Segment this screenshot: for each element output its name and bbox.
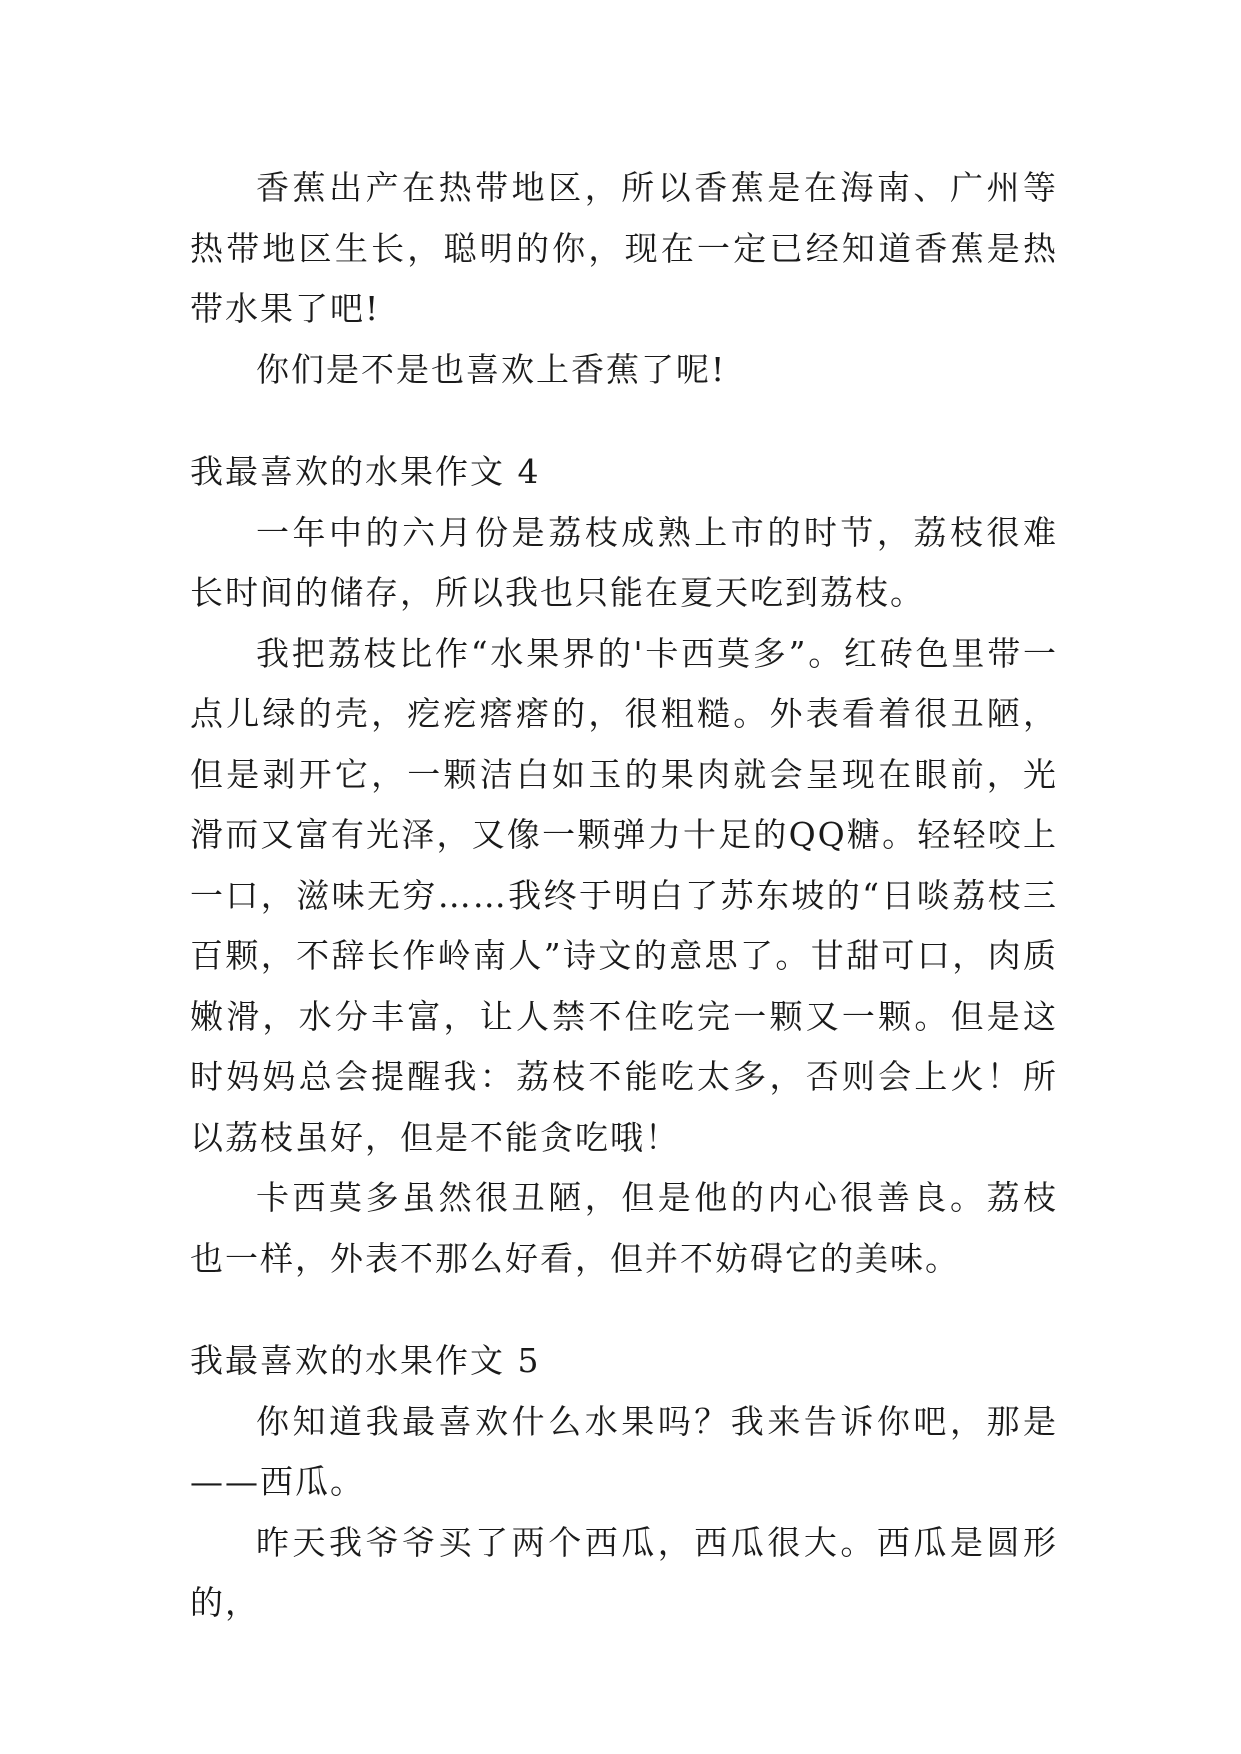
paragraph: 卡西莫多虽然很丑陋，但是他的内心很善良。荔枝也一样，外表不那么好看，但并不妨碍它的美味。 [190, 1178, 1058, 1278]
paragraph: 昨天我爷爷买了两个西瓜，西瓜很大。西瓜是圆形的， [190, 1522, 1058, 1622]
section-heading: 我最喜欢的水果作文 4 [190, 452, 541, 491]
paragraph: 我把荔枝比作“水果界的'卡西莫多”。红砖色里带一点儿绿的壳，疙疙瘩瘩的，很粗糙。外表看着很丑陋，但是剥开它，一颗洁白如玉的果肉就会呈现在眼前，光滑而又富有光泽，又像一颗弹力十足的QQ糖。轻轻咬上一口，滋味无穷……我终于明白了苏东坡的“日啖荔枝三百颗，不辞长作岭南人”诗文的意思了。甘甜可口，肉质嫩滑，水分丰富，让人禁不住吃完一颗又一颗。但是这时妈妈总会提醒我：荔枝不能吃太多，否则会上火！所以荔枝虽好，但是不能贪吃哦！ [190, 633, 1058, 1157]
document-body [190, 158, 1058, 1634]
section-spacer [190, 400, 1058, 442]
paragraph: 香蕉出产在热带地区，所以香蕉是在海南、广州等热带地区生长，聪明的你，现在一定已经知道香蕉是热带水果了吧! [190, 168, 1058, 328]
section-heading: 我最喜欢的水果作文 5 [190, 1341, 541, 1380]
paragraph: 一年中的六月份是荔枝成熟上市的时节，荔枝很难长时间的储存，所以我也只能在夏天吃到荔枝。 [190, 512, 1058, 612]
paragraph: 你们是不是也喜欢上香蕉了呢! [256, 349, 727, 389]
paragraph: 你知道我最喜欢什么水果吗？我来告诉你吧，那是——西瓜。 [190, 1401, 1058, 1501]
section-spacer [190, 1289, 1058, 1331]
